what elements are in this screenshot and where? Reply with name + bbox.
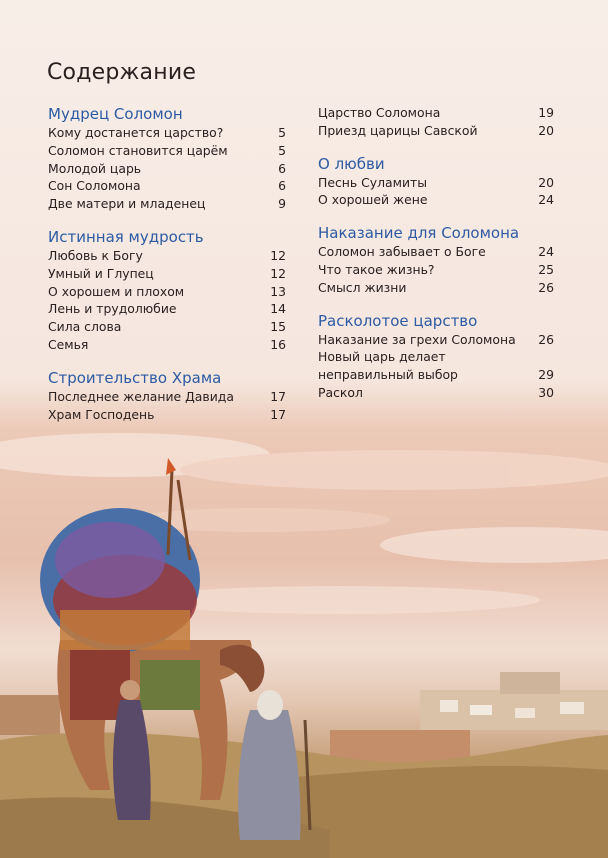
entry-page: 5 <box>278 125 286 140</box>
entry-page: 17 <box>270 388 286 404</box>
entry-page: 17 <box>270 406 286 422</box>
section-heading: Мудрец Соломон <box>48 105 183 123</box>
entry-title: Сила слова <box>48 319 122 335</box>
entry-page: 16 <box>270 336 286 352</box>
toc-entry[interactable] <box>48 283 286 301</box>
entry-page: 5 <box>278 142 286 158</box>
toc-entry[interactable] <box>48 142 286 160</box>
toc-section <box>48 227 286 354</box>
entry-title-continued: неправильный выбор <box>318 367 458 383</box>
toc-right-column <box>318 104 554 416</box>
toc-entry[interactable] <box>48 160 286 178</box>
toc-entry[interactable] <box>48 318 286 336</box>
entry-title: Раскол <box>318 384 363 400</box>
toc-entry[interactable] <box>318 261 554 279</box>
entry-page: 25 <box>538 261 554 277</box>
entry-page: 20 <box>538 174 554 190</box>
entry-title: Последнее желание Давида <box>48 388 234 404</box>
toc-entry[interactable] <box>48 406 286 424</box>
entry-title: Наказание за грехи Соломона <box>318 331 516 347</box>
section-heading: Наказание для Соломона <box>318 224 520 243</box>
entry-title: Царство Соломона <box>318 105 441 120</box>
toc-entry[interactable] <box>48 177 286 195</box>
page-title: Содержание <box>47 60 197 85</box>
entry-page: 12 <box>270 265 286 281</box>
entry-title: О хорошей жене <box>318 192 428 208</box>
section-heading: Расколотое царство <box>318 311 478 330</box>
toc-entry[interactable] <box>318 331 554 349</box>
entry-page: 20 <box>538 122 554 138</box>
entry-title: Соломон забывает о Боге <box>318 244 486 260</box>
entry-page: 15 <box>270 319 286 335</box>
toc-section <box>318 104 554 140</box>
entry-page: 14 <box>270 301 286 317</box>
entry-page: 26 <box>538 279 554 295</box>
entry-title: Любовь к Богу <box>48 247 143 263</box>
toc-entry[interactable] <box>48 247 286 265</box>
entry-page: 26 <box>538 331 554 347</box>
entry-title: Новый царь делает <box>318 349 446 365</box>
entry-page: 24 <box>538 192 554 208</box>
toc-section <box>318 154 554 210</box>
toc-entry[interactable] <box>48 124 286 142</box>
toc-left-column <box>48 104 286 437</box>
toc-entry[interactable] <box>318 191 554 209</box>
toc-entry[interactable] <box>48 300 286 318</box>
entry-page: 9 <box>278 196 286 212</box>
entry-title: О хорошем и плохом <box>48 283 185 299</box>
toc-entry[interactable] <box>48 265 286 283</box>
entry-page: 6 <box>278 160 286 176</box>
toc-entry[interactable] <box>48 195 286 213</box>
entry-page: 29 <box>538 367 554 383</box>
toc-section <box>48 368 286 424</box>
toc-section <box>318 223 554 296</box>
entry-title: Сон Соломона <box>48 178 141 194</box>
entry-title: Две матери и младенец <box>48 196 206 212</box>
toc-entry[interactable] <box>318 174 554 192</box>
toc-entry[interactable] <box>318 384 554 402</box>
section-heading: О любви <box>318 154 385 173</box>
entry-title: Храм Господень <box>48 406 155 422</box>
toc-entry[interactable] <box>48 388 286 406</box>
toc-section <box>48 104 286 213</box>
toc-entry[interactable] <box>318 243 554 261</box>
entry-title: Умный и Глупец <box>48 265 154 281</box>
entry-title: Молодой царь <box>48 160 142 176</box>
toc-entry[interactable] <box>318 104 554 122</box>
entry-page: 6 <box>278 178 286 194</box>
entry-title: Семья <box>48 336 89 352</box>
toc-entry[interactable] <box>318 348 554 384</box>
entry-page: 13 <box>270 283 286 299</box>
entry-page: 24 <box>538 244 554 260</box>
entry-title: Приезд царицы Савской <box>318 122 478 138</box>
section-heading: Истинная мудрость <box>48 227 204 246</box>
toc-entry[interactable] <box>318 122 554 140</box>
entry-title: Песнь Суламиты <box>318 174 427 190</box>
toc-entry[interactable] <box>48 336 286 354</box>
entry-page: 19 <box>538 105 554 120</box>
section-heading: Строительство Храма <box>48 368 222 387</box>
entry-title: Лень и трудолюбие <box>48 301 177 317</box>
entry-page: 30 <box>538 384 554 400</box>
toc-section <box>318 311 554 402</box>
entry-title: Что такое жизнь? <box>318 261 435 277</box>
entry-title: Смысл жизни <box>318 279 407 295</box>
toc-entry[interactable] <box>318 279 554 297</box>
entry-title: Кому достанется царство? <box>48 125 224 140</box>
entry-title: Соломон становится царём <box>48 142 228 158</box>
entry-page: 12 <box>270 247 286 263</box>
